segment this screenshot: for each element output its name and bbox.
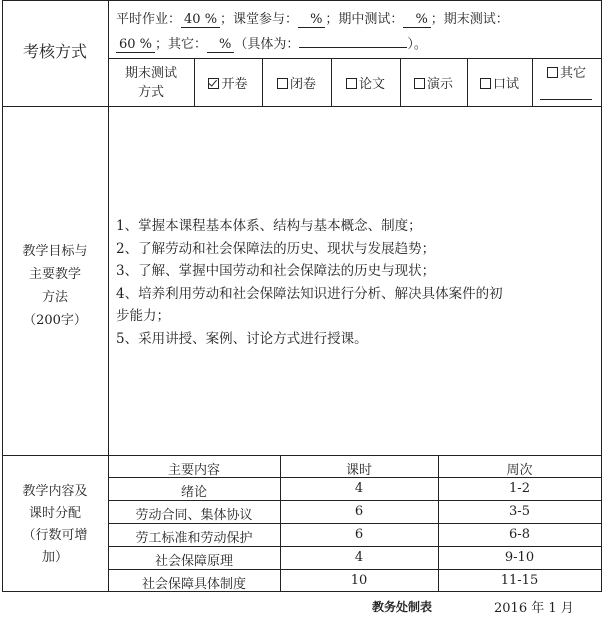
table-bottom-border (2, 591, 602, 592)
table-right-border (601, 0, 602, 592)
row-weeks: 9-10 (504, 550, 535, 565)
row-topic: 社会保障原理 (154, 554, 233, 569)
row-hours: 4 (354, 550, 364, 565)
midterm-pct: % (403, 12, 430, 28)
row-hours: 4 (354, 481, 364, 496)
objectives-text (116, 215, 596, 350)
objective-line: 5、采用讲授、案例、讨论方式进行授课。 (116, 330, 368, 347)
option-open-book[interactable]: 开卷 (194, 73, 262, 92)
other-detail-blank (299, 34, 407, 48)
final-pct: 60 % (116, 37, 155, 53)
checkbox-icon[interactable] (414, 78, 425, 89)
row-topic: 劳工标准和劳动保护 (135, 531, 253, 546)
objectives-label: 教学目标与 主要教学 方法 （200字） (22, 244, 88, 328)
assessment-line-1: 平时作业： 40 % ；课堂参与： % ；期中测试： % ；期末测试： (116, 12, 509, 27)
header-hours: 课时 (345, 463, 372, 478)
content-row-line (108, 546, 602, 547)
assessment-line-2: 60 % ；其它： % （具体为： ）。 (116, 33, 427, 53)
footer-maker: 教务处制表 (372, 600, 433, 614)
other-pct: % (207, 37, 234, 53)
other-blank-line (540, 99, 592, 100)
checkbox-icon[interactable] (480, 78, 491, 89)
content-row-line (108, 569, 602, 570)
objective-line: 2、了解劳动和社会保障法的历史、现状与发展趋势； (116, 240, 436, 257)
row-topic: 劳动合同、集体协议 (135, 508, 253, 523)
row-hours: 6 (354, 527, 364, 542)
final-exam-method-label: 期末测试 方式 (124, 66, 177, 100)
row-weeks: 6-8 (509, 527, 530, 542)
row-divider-1 (2, 106, 602, 107)
option-demo[interactable]: 演示 (400, 73, 467, 92)
row-weeks: 11-15 (500, 573, 539, 588)
header-weeks: 周次 (506, 463, 533, 478)
row-topic: 社会保障具体制度 (141, 577, 246, 592)
objective-line: 3、了解、掌握中国劳动和社会保障法的历史与现状； (116, 263, 436, 279)
row-divider-2 (2, 455, 602, 456)
row-topic: 绪论 (180, 485, 207, 500)
assessment-inner-divider (108, 58, 602, 59)
row-hours: 6 (354, 504, 364, 519)
checkbox-icon[interactable] (277, 78, 288, 89)
header-topic: 主要内容 (167, 463, 220, 478)
option-other[interactable]: 其它 (532, 62, 601, 81)
objective-line: 步能力； (116, 308, 170, 324)
content-row-line (108, 523, 602, 524)
homework-pct: 40 % (181, 12, 220, 28)
objective-line: 4、培养利用劳动和社会保障法知识进行分析、解决具体案件的初 (116, 285, 503, 302)
participation-pct: % (298, 12, 325, 28)
content-label: 教学内容及 课时分配 （行数可增 加） (22, 484, 88, 565)
row-hours: 10 (350, 573, 368, 588)
option-oral[interactable]: 口试 (467, 73, 532, 92)
checkbox-checked-icon[interactable] (208, 78, 219, 89)
checkbox-icon[interactable] (547, 67, 558, 78)
option-paper[interactable]: 论文 (331, 73, 400, 92)
footer-date: 2016 年 1 月 (494, 601, 574, 616)
row-weeks: 1-2 (509, 481, 530, 496)
checkbox-icon[interactable] (346, 78, 357, 89)
table-top-border (2, 0, 602, 1)
assessment-label: 考核方式 (22, 42, 87, 61)
objective-line: 1、掌握本课程基本体系、结构与基本概念、制度； (116, 218, 422, 234)
option-closed-book[interactable]: 闭卷 (262, 73, 331, 92)
row-weeks: 3-5 (509, 504, 530, 519)
content-row-line (108, 500, 602, 501)
